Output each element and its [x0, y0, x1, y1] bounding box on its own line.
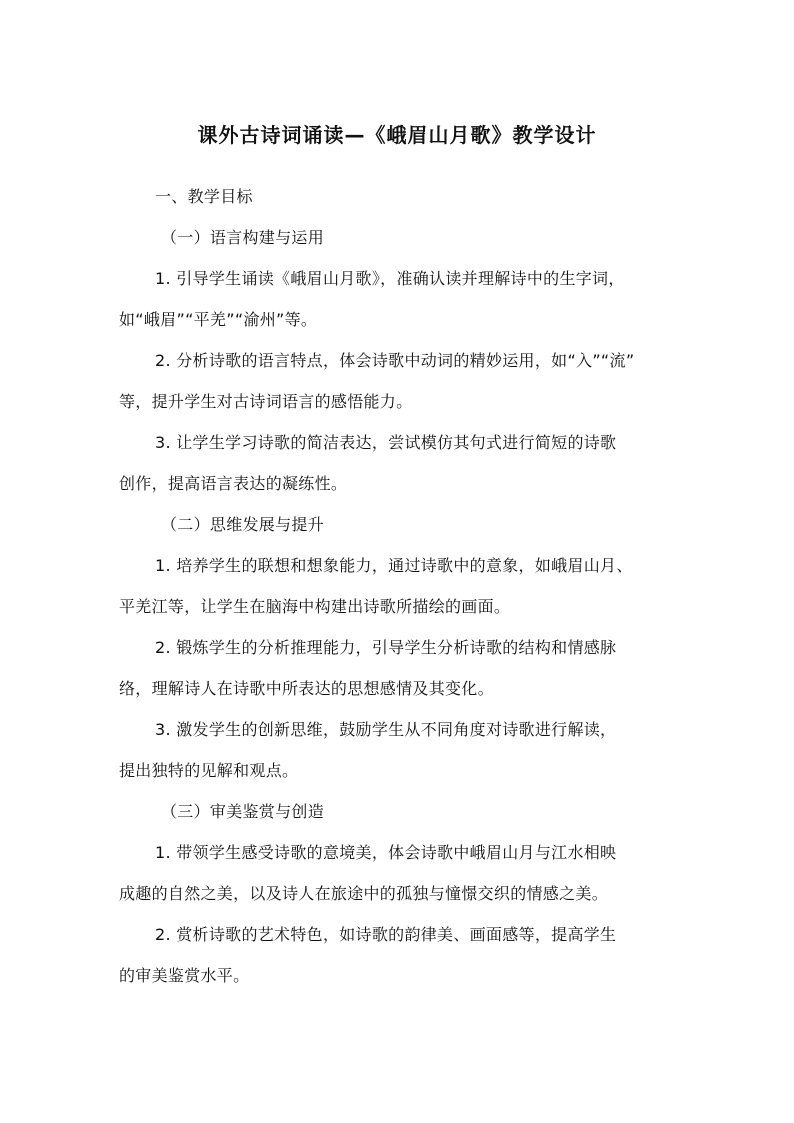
paragraph-line: 1. 带领学生感受诗歌的意境美，体会诗歌中峨眉山月与江水相映 — [155, 843, 617, 862]
paragraph-line: 1. 培养学生的联想和想象能力，通过诗歌中的意象，如峨眉山月、 — [155, 556, 633, 575]
subsection-heading: （一）语言构建与运用 — [161, 228, 325, 247]
paragraph-line: 的审美鉴赏水平。 — [119, 966, 250, 985]
subsection-heading: （二）思维发展与提升 — [161, 515, 325, 534]
paragraph-line: 2. 锻炼学生的分析推理能力，引导学生分析诗歌的结构和情感脉 — [155, 638, 617, 657]
paragraph-line: 提出独特的见解和观点。 — [119, 761, 299, 780]
paragraph-line: 3. 让学生学习诗歌的简洁表达，尝试模仿其句式进行简短的诗歌 — [155, 433, 617, 452]
paragraph-line: 1. 引导学生诵读《峨眉山月歌》，准确认读并理解诗中的生字词， — [155, 269, 625, 288]
paragraph-line: 2. 分析诗歌的语言特点，体会诗歌中动词的精妙运用，如“入”“流” — [155, 351, 635, 370]
paragraph-line: 2. 赏析诗歌的艺术特色，如诗歌的韵律美、画面感等，提高学生 — [155, 925, 617, 944]
paragraph-line: 成趣的自然之美，以及诗人在旅途中的孤独与憧憬交织的情感之美。 — [119, 884, 609, 903]
paragraph-line: 平羌江等，让学生在脑海中构建出诗歌所描绘的画面。 — [119, 597, 511, 616]
paragraph-line: 如“峨眉”“平羌”“渝州”等。 — [119, 310, 318, 329]
section-heading: 一、教学目标 — [155, 187, 253, 206]
paragraph-line: 等，提升学生对古诗词语言的感悟能力。 — [119, 392, 413, 411]
document-title: 课外古诗词诵读—《峨眉山月歌》教学设计 — [197, 123, 597, 147]
document-body — [119, 176, 684, 996]
paragraph-line: 3. 激发学生的创新思维，鼓励学生从不同角度对诗歌进行解读， — [155, 720, 617, 739]
subsection-heading: （三）审美鉴赏与创造 — [161, 802, 325, 821]
paragraph-line: 络，理解诗人在诗歌中所表达的思想感情及其变化。 — [119, 679, 494, 698]
paragraph-line: 创作，提高语言表达的凝练性。 — [119, 474, 348, 493]
